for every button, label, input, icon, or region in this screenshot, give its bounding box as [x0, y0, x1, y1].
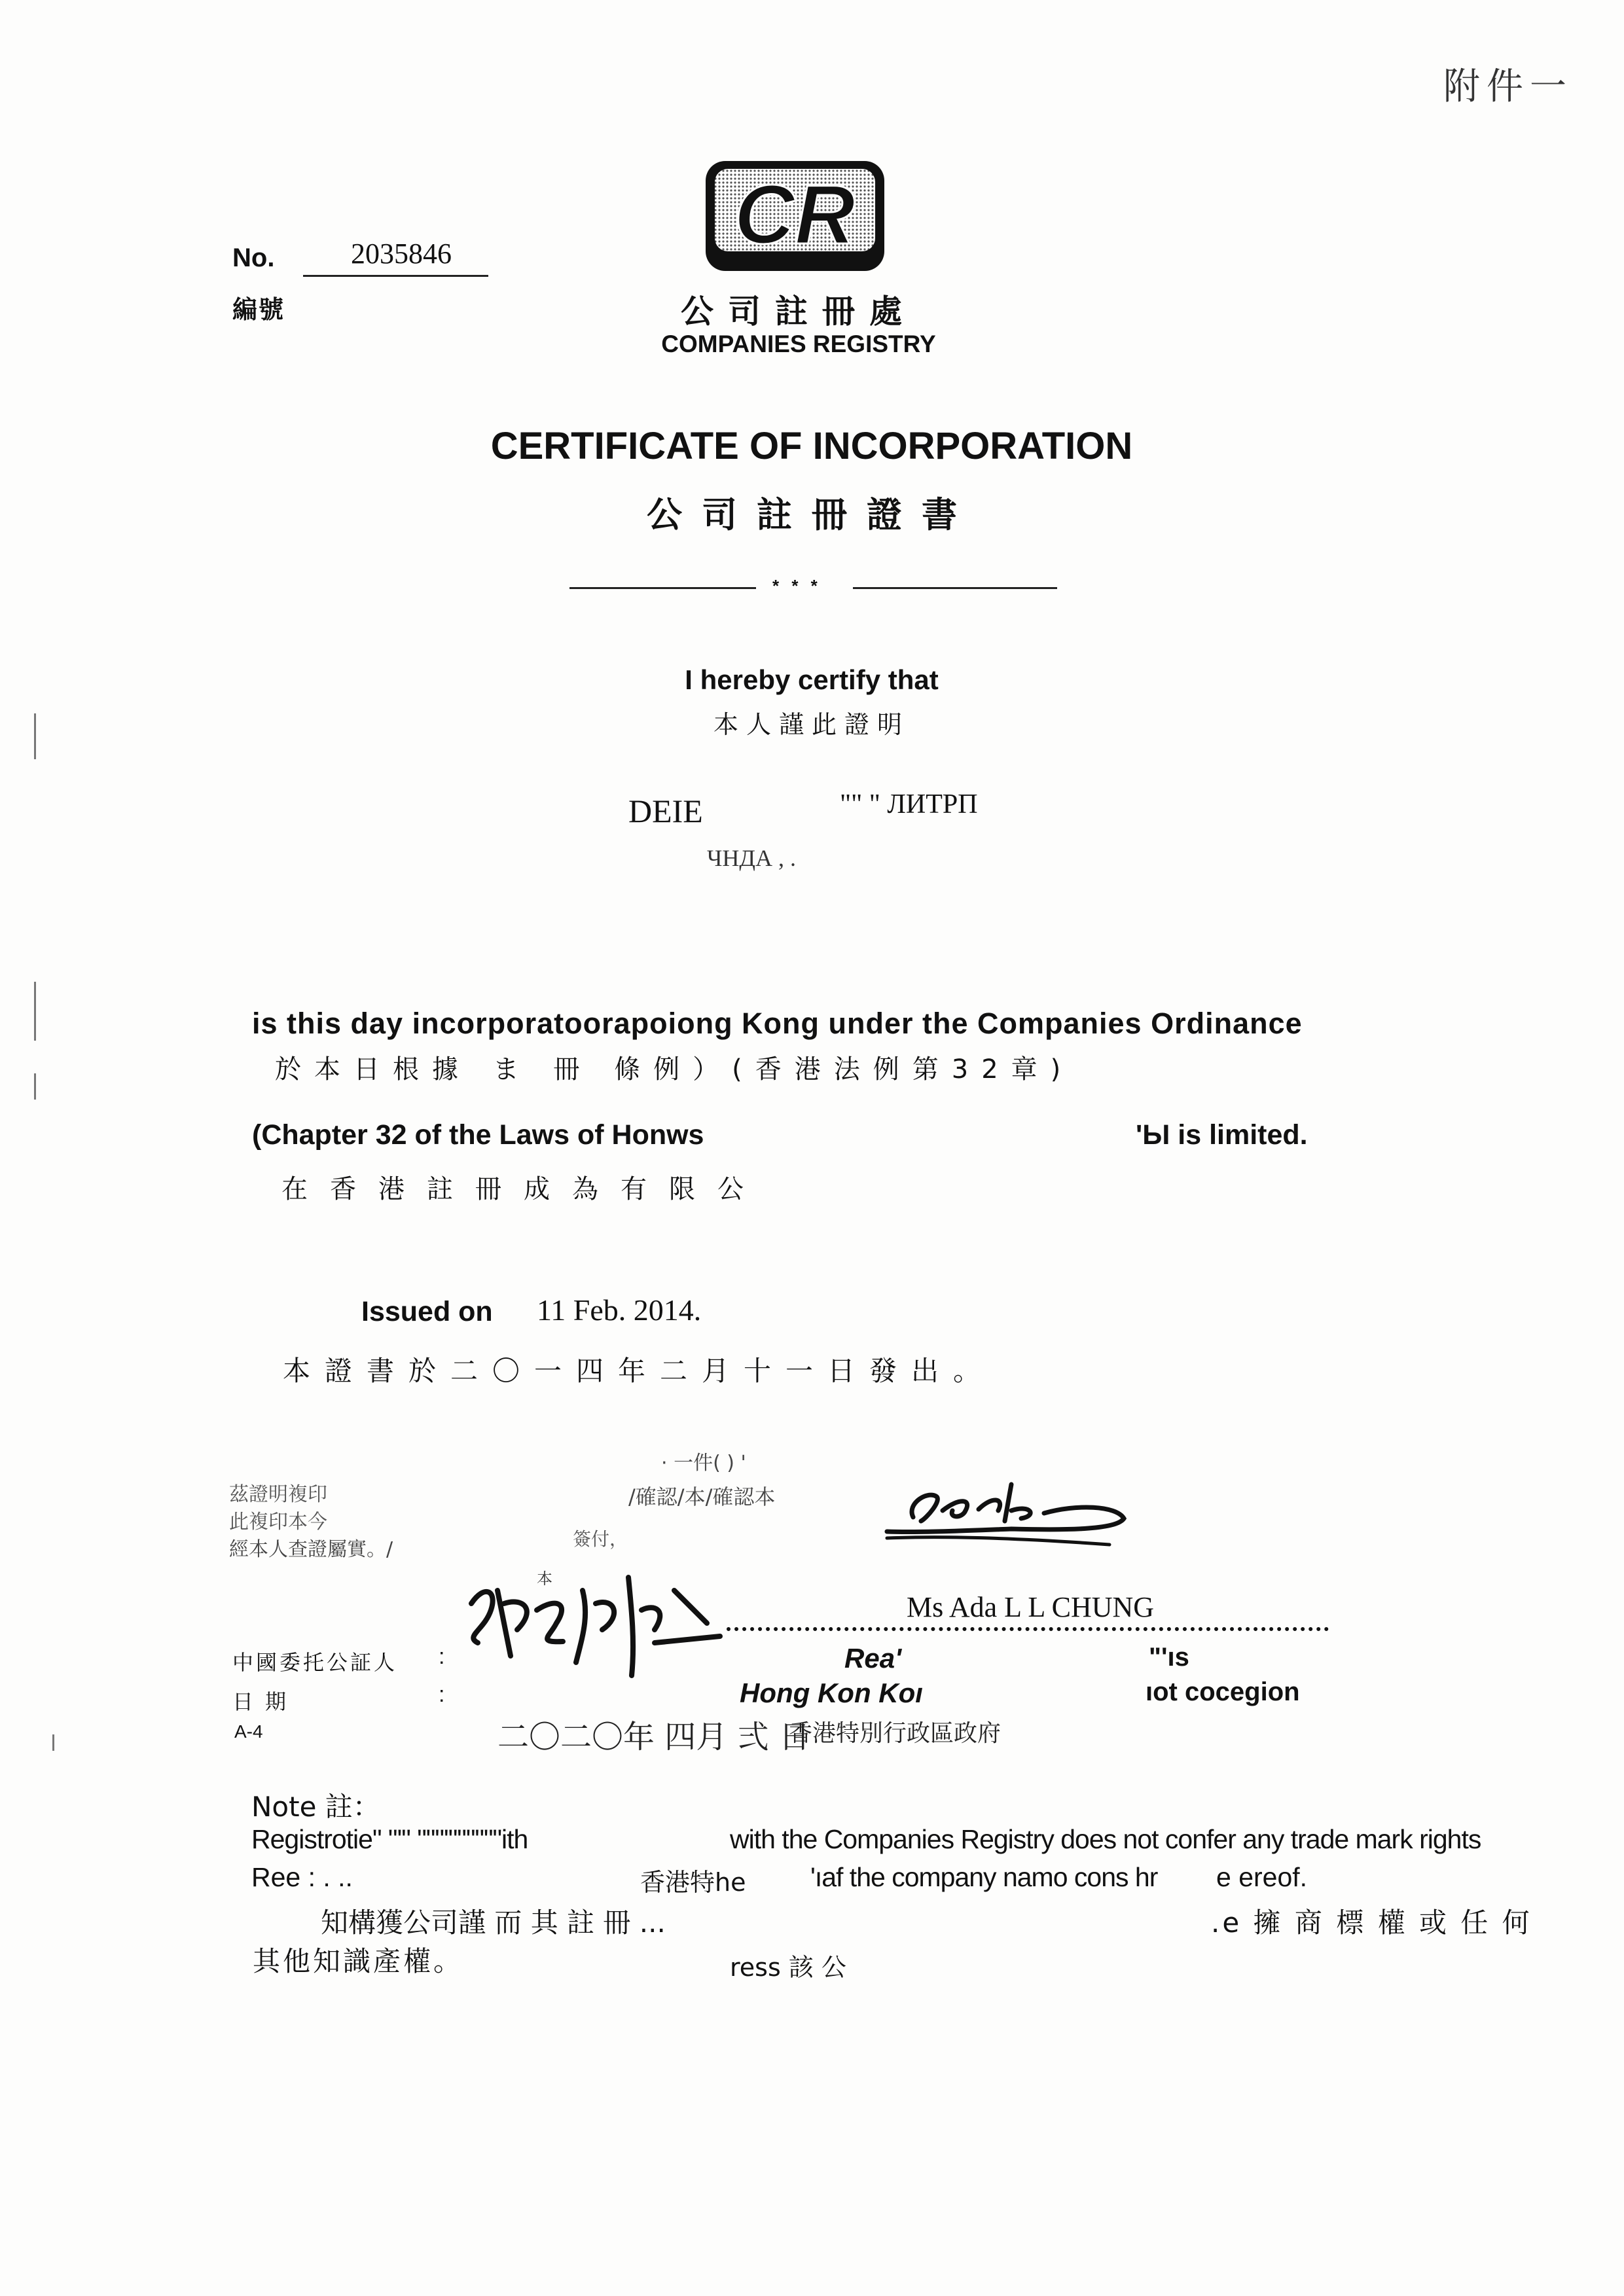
- note-line-zh: 其他知識產權。: [253, 1945, 464, 1977]
- certified-copy-stamp-line: 此複印本今: [229, 1511, 327, 1534]
- note-line: Registrotie" "'" """'""""""ith: [251, 1824, 528, 1854]
- confirm-stamp-line: /確認/本/確認本: [628, 1484, 776, 1509]
- note-line: with the Companies Registry does not confer any trade mark rights: [730, 1824, 1481, 1854]
- certify-statement: I hereby certify that: [685, 664, 939, 695]
- divider-right: [853, 587, 1057, 589]
- notary-date: 二〇二〇年 四月 弍 日: [497, 1719, 810, 1755]
- chapter-statement: (Chapter 32 of the Laws of Honws: [252, 1119, 704, 1151]
- number-label: No.: [232, 243, 275, 272]
- notary-colon: :: [439, 1644, 445, 1669]
- registrar-signature: [880, 1458, 1136, 1550]
- registrar-region-tail: ıot cocegion: [1146, 1677, 1300, 1706]
- note-line: e ereof.: [1216, 1862, 1308, 1892]
- confirm-stamp-line: · 一件( ) ': [661, 1452, 746, 1475]
- confirm-stamp-line: 簽付，: [573, 1528, 628, 1550]
- limited-statement: 'Ы is limited.: [1136, 1119, 1308, 1151]
- scan-edge-mark: [34, 1073, 36, 1100]
- company-name-en-tail: "" " ЛИТРП: [840, 789, 978, 819]
- registrar-name: Ms Ada L L CHUNG: [907, 1591, 1155, 1623]
- annex-mark: 附件一: [1443, 65, 1573, 108]
- note-line: 香港特he: [640, 1868, 746, 1897]
- note-line: 'ıaf the company namo cons hr: [810, 1862, 1158, 1892]
- number-underline: [303, 275, 488, 277]
- divider-left: [569, 587, 756, 589]
- incorporation-statement: is this day incorporatoorapoiong Kong under the Companies Ordinance: [252, 1007, 1303, 1040]
- company-name-zh: ЧНДА , .: [707, 845, 796, 871]
- form-code: A-4: [234, 1721, 263, 1742]
- certificate-title-zh: 公司註冊證書: [647, 494, 977, 535]
- registry-name-zh: 公司註冊處: [681, 293, 916, 331]
- date-colon: :: [439, 1682, 445, 1707]
- issued-label: Issued on: [361, 1296, 493, 1327]
- hk-government-zh: 香港特別行政區政府: [789, 1720, 1001, 1747]
- certificate-title: CERTIFICATE OF INCORPORATION: [490, 425, 1133, 467]
- notary-signature: [458, 1564, 733, 1682]
- scan-edge-mark: [34, 982, 36, 1041]
- certified-copy-stamp-line: 茲證明複印: [229, 1483, 327, 1506]
- scan-edge-mark: [52, 1734, 54, 1751]
- issued-date-zh: 本證書於二〇一四年二月十一日發出。: [283, 1355, 996, 1387]
- registry-name-en: COMPANIES REGISTRY: [661, 331, 936, 357]
- certify-statement-zh: 本人謹此證明: [713, 710, 910, 739]
- svg-text:本: 本: [537, 1570, 552, 1588]
- divider-stars: * * *: [772, 576, 821, 596]
- company-name-en: DEIE: [628, 793, 703, 829]
- note-line: Ree : . ..: [251, 1862, 353, 1892]
- notary-label: 中國委托公証人: [232, 1650, 398, 1675]
- number-label-zh: 編號: [232, 296, 285, 324]
- note-line: ress 該 公: [730, 1953, 846, 1982]
- certificate-number: 2035846: [351, 238, 452, 270]
- chapter-statement-zh: 在香港註冊成為有限公: [281, 1174, 766, 1204]
- date-label: 日期: [232, 1689, 298, 1714]
- logo-text: CR: [734, 168, 856, 262]
- scan-edge-mark: [34, 713, 36, 759]
- issued-date: 11 Feb. 2014.: [537, 1293, 702, 1327]
- registrar-title: Rea': [844, 1643, 902, 1674]
- cr-logo-icon: [702, 157, 888, 275]
- certified-copy-stamp-line: 經本人查證屬實。/: [229, 1538, 393, 1561]
- note-line-zh: .e 擁 商 標 權 或 任 何: [1211, 1907, 1532, 1939]
- signature-dotted-line: [727, 1627, 1329, 1631]
- note-label: Note 註：: [251, 1791, 380, 1823]
- registrar-title-tail: "'ıs: [1149, 1643, 1189, 1672]
- incorporation-statement-zh: 於本日根據 ま 冊 條例）(香港法例第32章): [275, 1054, 1074, 1085]
- note-line-zh: 知構獲公司謹 而 其 註 冊 ...: [321, 1907, 666, 1939]
- registrar-region: Hong Kon Koı: [740, 1677, 923, 1708]
